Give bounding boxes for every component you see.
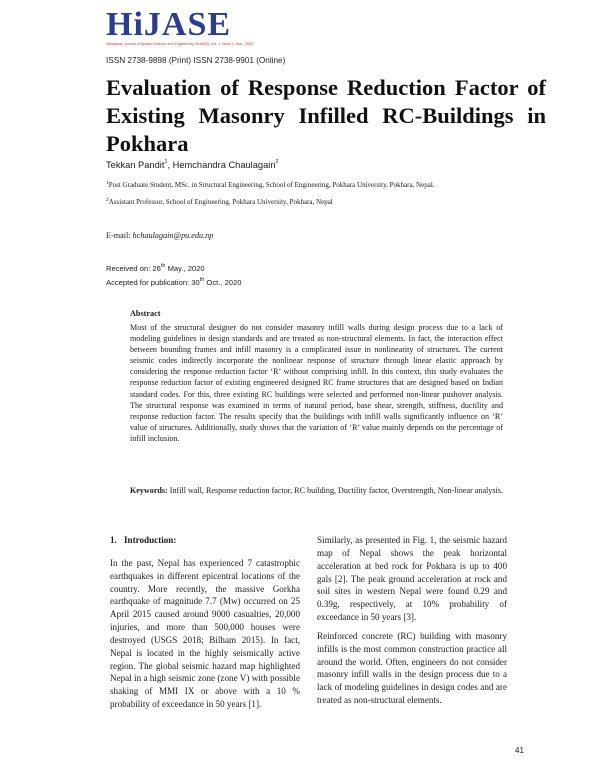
author-1-sup: 1 [164, 159, 168, 165]
page-number: 41 [515, 746, 524, 755]
intro-paragraph-2: Similarly, as presented in Fig. 1, the seismic hazard map of Nepal shows the peak horizontal acceleration at bed rock for Pokhara is up to 400 gals [2]. The peak ground acceleration at rock and soil sites in western Nepal were found 0.29 and 0.39g, respectively, at 10% probability of exceedance in 50 years [3]. [317, 535, 507, 623]
keywords [130, 485, 508, 497]
accepted-sup: th [199, 277, 205, 283]
issn-line: ISSN 2738-9898 (Print) ISSN 2738-9901 (Online) [106, 56, 286, 65]
author-line [106, 160, 279, 170]
author-2-sup: 2 [275, 159, 279, 165]
affiliation-2 [106, 198, 333, 206]
affiliation-1 [106, 181, 435, 189]
affiliation-1-sup: 1 [106, 180, 109, 186]
email-address[interactable]: hchaulagain@pu.edu.np [132, 231, 214, 240]
accepted-date [106, 278, 241, 287]
email-line [106, 231, 213, 240]
intro-paragraph-3: Reinforced concrete (RC) building with masonry infills is the most common construction practice all around the world. Often, engineers do not consider masonry infill walls in the design process due to a lack of modeling guidelines in design codes and are treated as non-structural elements. [317, 630, 507, 706]
section-heading [110, 534, 300, 547]
author-separator: , [167, 160, 173, 170]
section-title: Introduction: [124, 535, 177, 545]
intro-paragraph-1: In the past, Nepal has experienced 7 catastrophic earthquakes in different epicentral locations of the country. More recently, the massive Gorkha earthquake of magnitude 7.7 (Mw) occurred on 25 April 2015 caused around 9000 casualties, 20,000 injuries, and more than 500,000 houses were destroyed (USGS 2018; Bilham 2015). In fact, Nepal is located in the highly seismically active region. The global seismic hazard map highlighted Nepal in a high seismic zone (zone V) with possible shaking of MMI IX or above with a 10 % probability of exceedance in 50 years [1]. [110, 557, 300, 710]
right-column [317, 534, 507, 713]
author-1: Tekkan Pandit [106, 160, 165, 170]
received-rest: May., 2020 [165, 264, 205, 273]
abstract-text: Most of the structural designer do not consider masonry infill walls during design process due to a lack of modeling guidelines in design standards and are treated as non-structural elements. In fact, the interaction effect between bounding frames and infill masonry is a complicated issue in nonlinearity of structures. The current seismic codes indirectly incorporate the nonlinear response of structure through linear elastic approach by considering the response reduction factor ‘R’ without comprising infill. In this context, this study evaluates the response reduction factor of existing engineered designed RC frame structures that are designed based on Indian standard codes. For this, three existing RC buildings were selected and performed non-linear pushover analysis. The structural response was examined in terms of natural period, base shear, strength, stiffness, ductility and response reduction factor. The results specify that the buildings with infill walls significantly influence on ‘R’ value of structures. Additionally, study shows that the variation of ‘R’ value mainly depends on the percentage of infill inclusion. [130, 323, 503, 443]
keywords-text: Infill wall, Response reduction factor, RC building, Ductility factor, Overstrength, Non-linear analysis. [167, 486, 503, 495]
received-label: Received on: 26 [106, 264, 161, 273]
section-number: 1. [110, 535, 117, 545]
accepted-rest: Oct., 2020 [204, 278, 242, 287]
keywords-label: Keywords: [130, 486, 168, 495]
affiliation-2-text: Assistant Professor, School of Engineering, Pokhara University, Pokhara, Nepal [108, 198, 333, 206]
affiliation-2-sup: 2 [106, 197, 109, 203]
abstract-heading: Abstract [130, 309, 161, 318]
received-sup: th [160, 263, 166, 269]
journal-logo [106, 6, 253, 48]
email-label: E-mail: [106, 231, 133, 240]
affiliation-1-text: Post Graduate Student, MSc. in Structural Engineering, School of Engineering, Pokhara University, Pokhara, Nepal. [108, 181, 435, 189]
accepted-label: Accepted for publication: 30 [106, 278, 200, 287]
author-2: Hemchandra Chaulagain [172, 160, 276, 170]
paper-title: Evaluation of Response Reduction Factor of Existing Masonry Infilled RC-Buildings in Pokhara [106, 75, 546, 156]
logo-subtitle: Himalayan Journal of Applied Science and Engineering (HiJASE), Vol. 1, Issue 1, Nov., 2020 [106, 42, 253, 46]
logo-text: HiJASE [106, 6, 232, 43]
left-column [110, 534, 300, 717]
received-date [106, 264, 205, 273]
